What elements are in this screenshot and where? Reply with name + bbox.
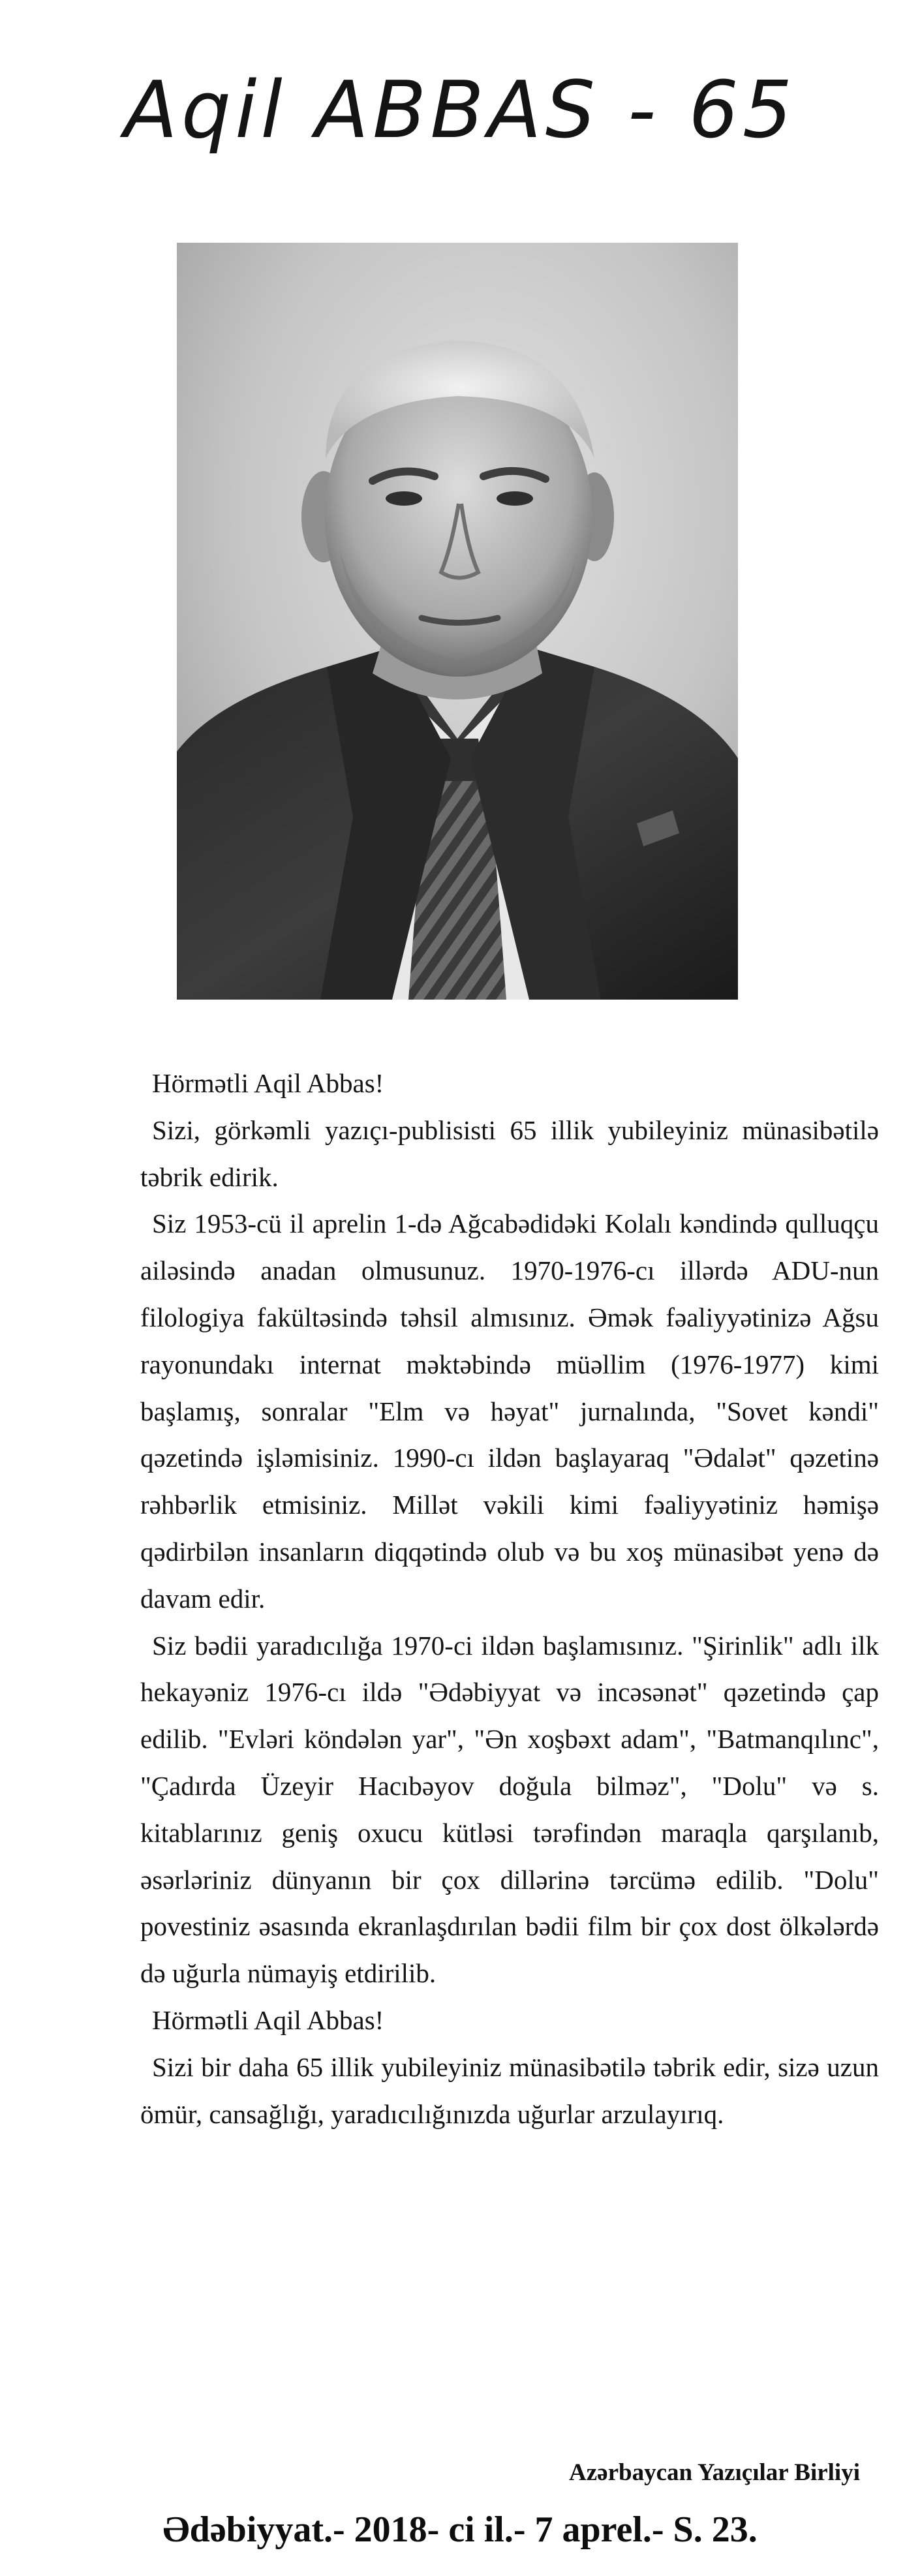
page-title: Aqil ABBAS - 65 xyxy=(123,65,797,156)
paragraph: Sizi bir daha 65 illik yubileyiniz münasibətilə təbrik edir, sizə uzun ömür, cansağlığı, yaradıcılığınızda uğurlar arzulayırıq. xyxy=(140,2051,879,2129)
greeting: Hörmətli Aqil Abbas! xyxy=(152,2004,384,2035)
portrait-photo xyxy=(177,243,738,1000)
paragraph: Siz bədii yaradıcılığa 1970-ci ildən başlamısınız. "Şirinlik" adlı ilk hekayəniz 1976-cı ildə "Ədəbiyyat və incəsənət" qəzetində çap edilib. "Evləri köndələn yar", "Ən xoşbəxt adam", "Batmanqılınc", "Çadırda Üzeyir Hacıbəyov doğula bilməz", "Dolu" və s. kitablarınız geniş oxucu kütləsi tərəfindən maraqla qarşılanıb, əsərləriniz dünyanın bir çox dillərinə tərcümə edilib. "Dolu" povestiniz əsasında ekranlaşdırılan bədii film bir çox dost ölkələrdə də uğurla nümayiş etdirilib. xyxy=(140,1630,879,1989)
signature: Azərbaycan Yazıçılar Birliyi xyxy=(569,2459,860,2486)
paragraph: Siz 1953-cü il aprelin 1-də Ağcabədidəki Kolalı kəndində qulluqçu ailəsində anadan olmusunuz. 1970-1976-cı illərdə ADU-nun filologiya fakültəsində təhsil almısınız. Əmək fəaliyyətinizə Ağsu rayonundakı internat məktəbində müəllim (1976-1977) kimi başlamış, sonralar "Elm və həyat" jurnalında, "Sovet kəndi" qəzetində işləmisiniz. 1990-cı ildən başlayaraq "Ədalət" qəzetinə rəhbərlik etmisiniz. Millət vəkili kimi fəaliyyətiniz həmişə qədirbilən insanların diqqətində olub və bu xoş münasibət yenə də davam edir. xyxy=(140,1208,879,1614)
letter-body xyxy=(140,1060,879,2138)
paragraph: Sizi, görkəmli yazıçı-publisisti 65 illik yubileyiniz münasibətilə təbrik edirik. xyxy=(140,1114,879,1192)
source-citation: Ədəbiyyat.- 2018- ci il.- 7 aprel.- S. 23. xyxy=(162,2509,758,2550)
greeting: Hörmətli Aqil Abbas! xyxy=(152,1068,384,1098)
